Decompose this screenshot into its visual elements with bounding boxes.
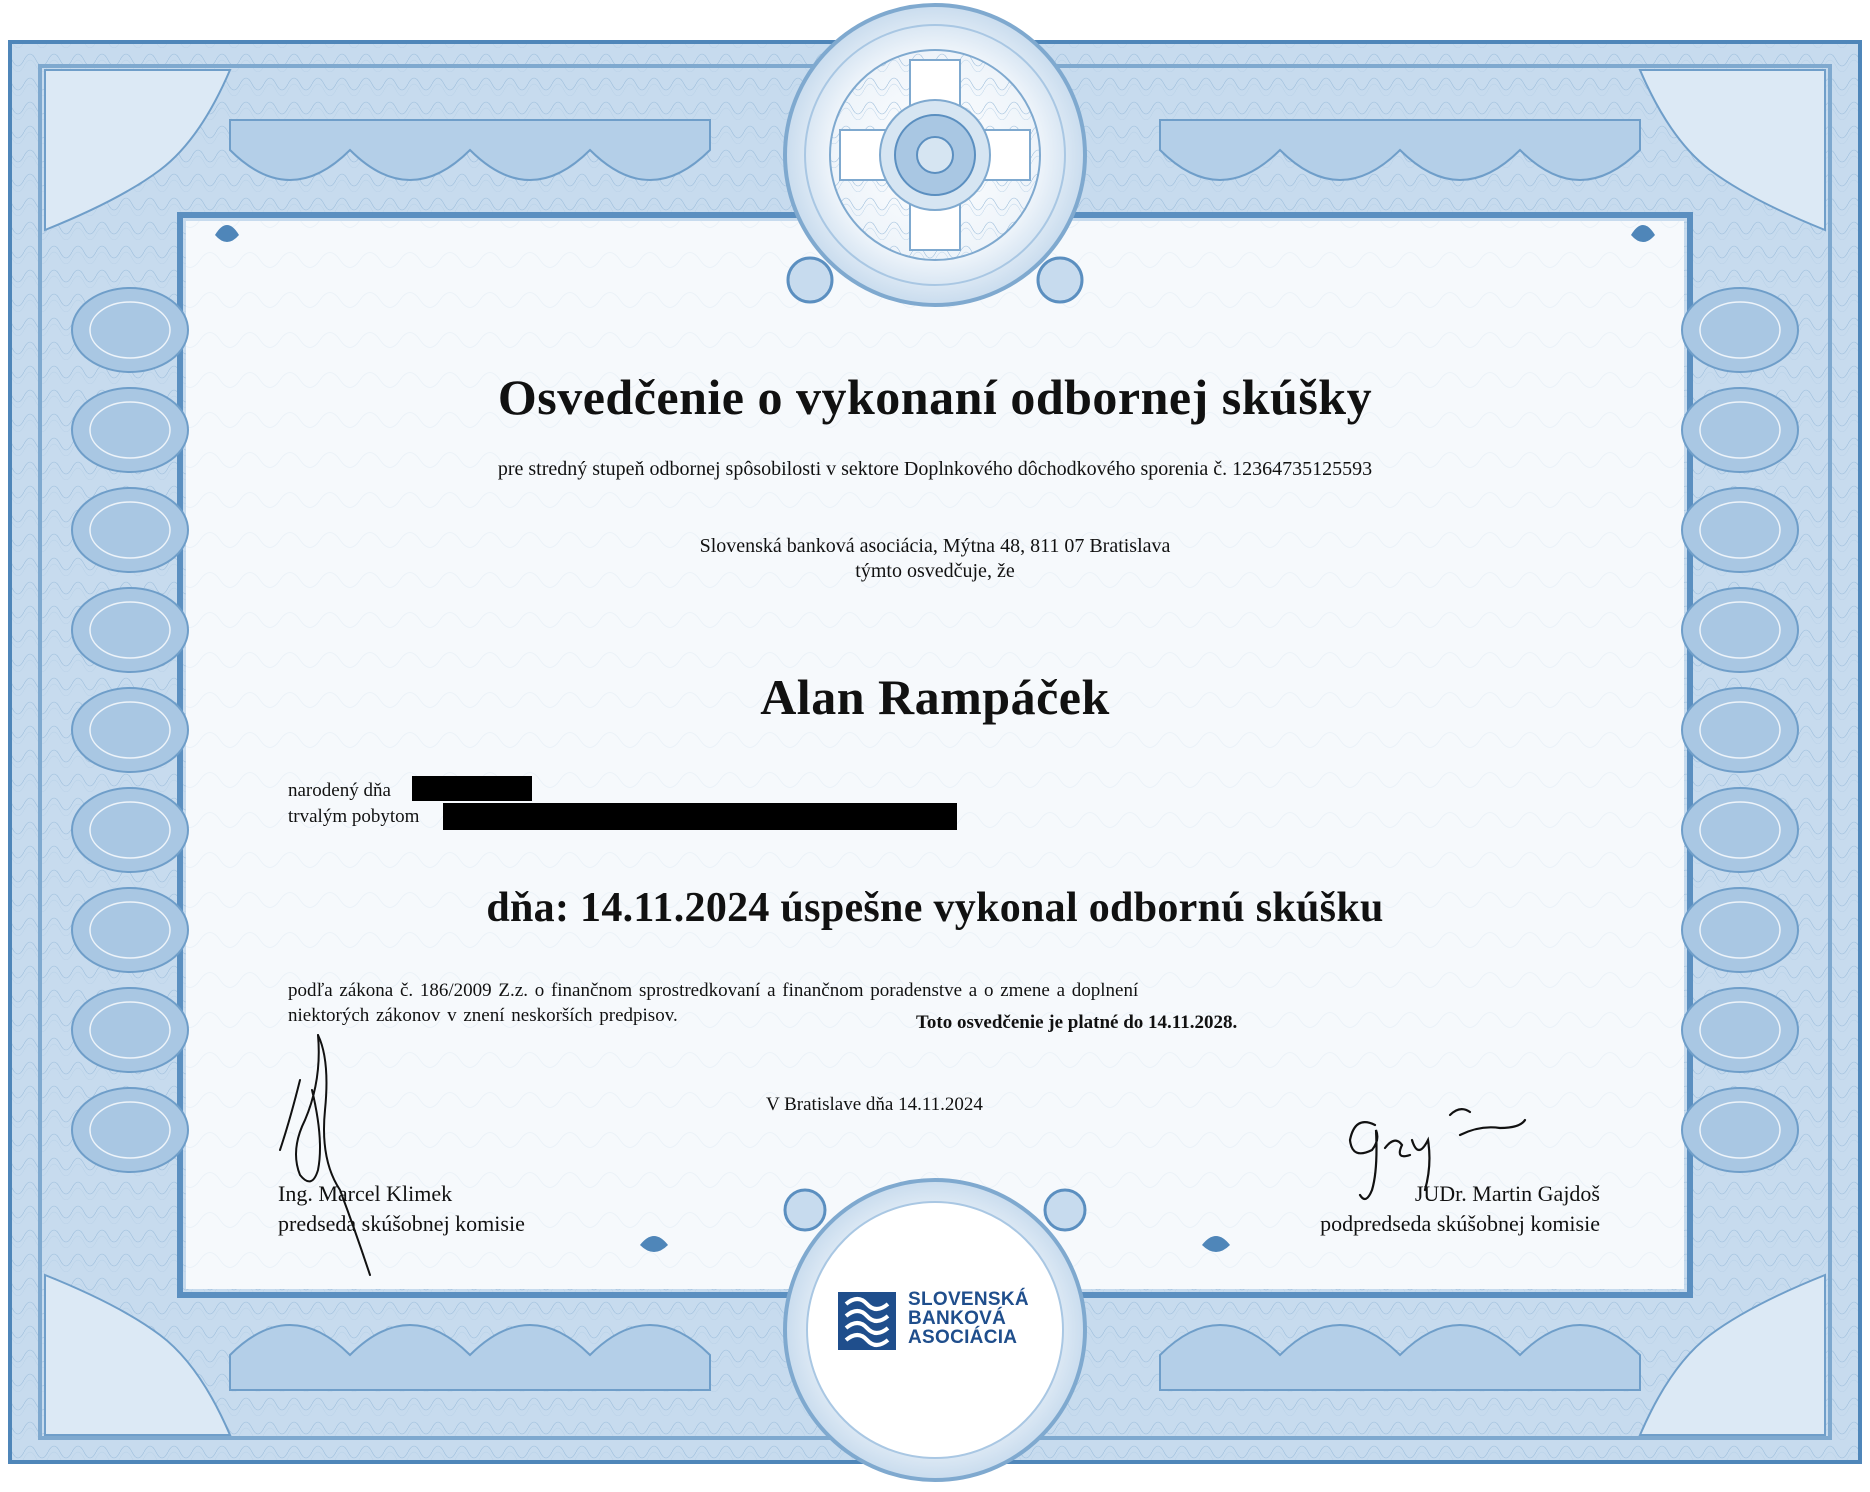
sba-logo-text xyxy=(908,1290,1029,1347)
certificate-subtitle: pre stredný stupeň odbornej spôsobilosti v sektore Doplnkového dôchodkového sporenia č. 12364735125593 xyxy=(497,458,1373,480)
logo-line-1: SLOVENSKÁ xyxy=(908,1289,1029,1310)
signatory-1-name: Ing. Marcel Klimek xyxy=(278,1181,453,1206)
sba-logo-icon xyxy=(838,1292,896,1350)
law-reference-line-2: niektorých zákonov v znení neskorších predpisov. xyxy=(288,1005,678,1026)
redacted-residence xyxy=(443,803,957,830)
born-label: narodený dňa xyxy=(288,780,391,801)
result-line: dňa: 14.11.2024 úspešne vykonal odbornú skúšku xyxy=(486,885,1384,931)
signatory-1-role: predseda skúšobnej komisie xyxy=(278,1211,525,1236)
logo-line-2: BANKOVÁ xyxy=(908,1308,1007,1329)
redacted-birth-date xyxy=(412,776,532,801)
holder-name: Alan Rampáček xyxy=(760,669,1110,725)
issuer-line: Slovenská banková asociácia, Mýtna 48, 811 07 Bratislava xyxy=(699,535,1171,557)
certificate-title: Osvedčenie o vykonaní odbornej skúšky xyxy=(497,369,1373,425)
residence-label: trvalým pobytom xyxy=(288,806,420,827)
law-reference-line-1: podľa zákona č. 186/2009 Z.z. o finančnom sprostredkovaní a finančnom poradenstve a o zmene a doplnení xyxy=(288,980,1139,1001)
signatory-2-name: JUDr. Martin Gajdoš xyxy=(1414,1181,1600,1206)
logo-line-3: ASOCIÁCIA xyxy=(908,1327,1018,1348)
certifies-line: týmto osvedčuje, že xyxy=(855,560,1015,582)
validity-line: Toto osvedčenie je platné do 14.11.2028. xyxy=(916,1012,1238,1033)
signatory-2-role: podpredseda skúšobnej komisie xyxy=(1320,1211,1600,1236)
place-date: V Bratislave dňa 14.11.2024 xyxy=(766,1094,983,1115)
